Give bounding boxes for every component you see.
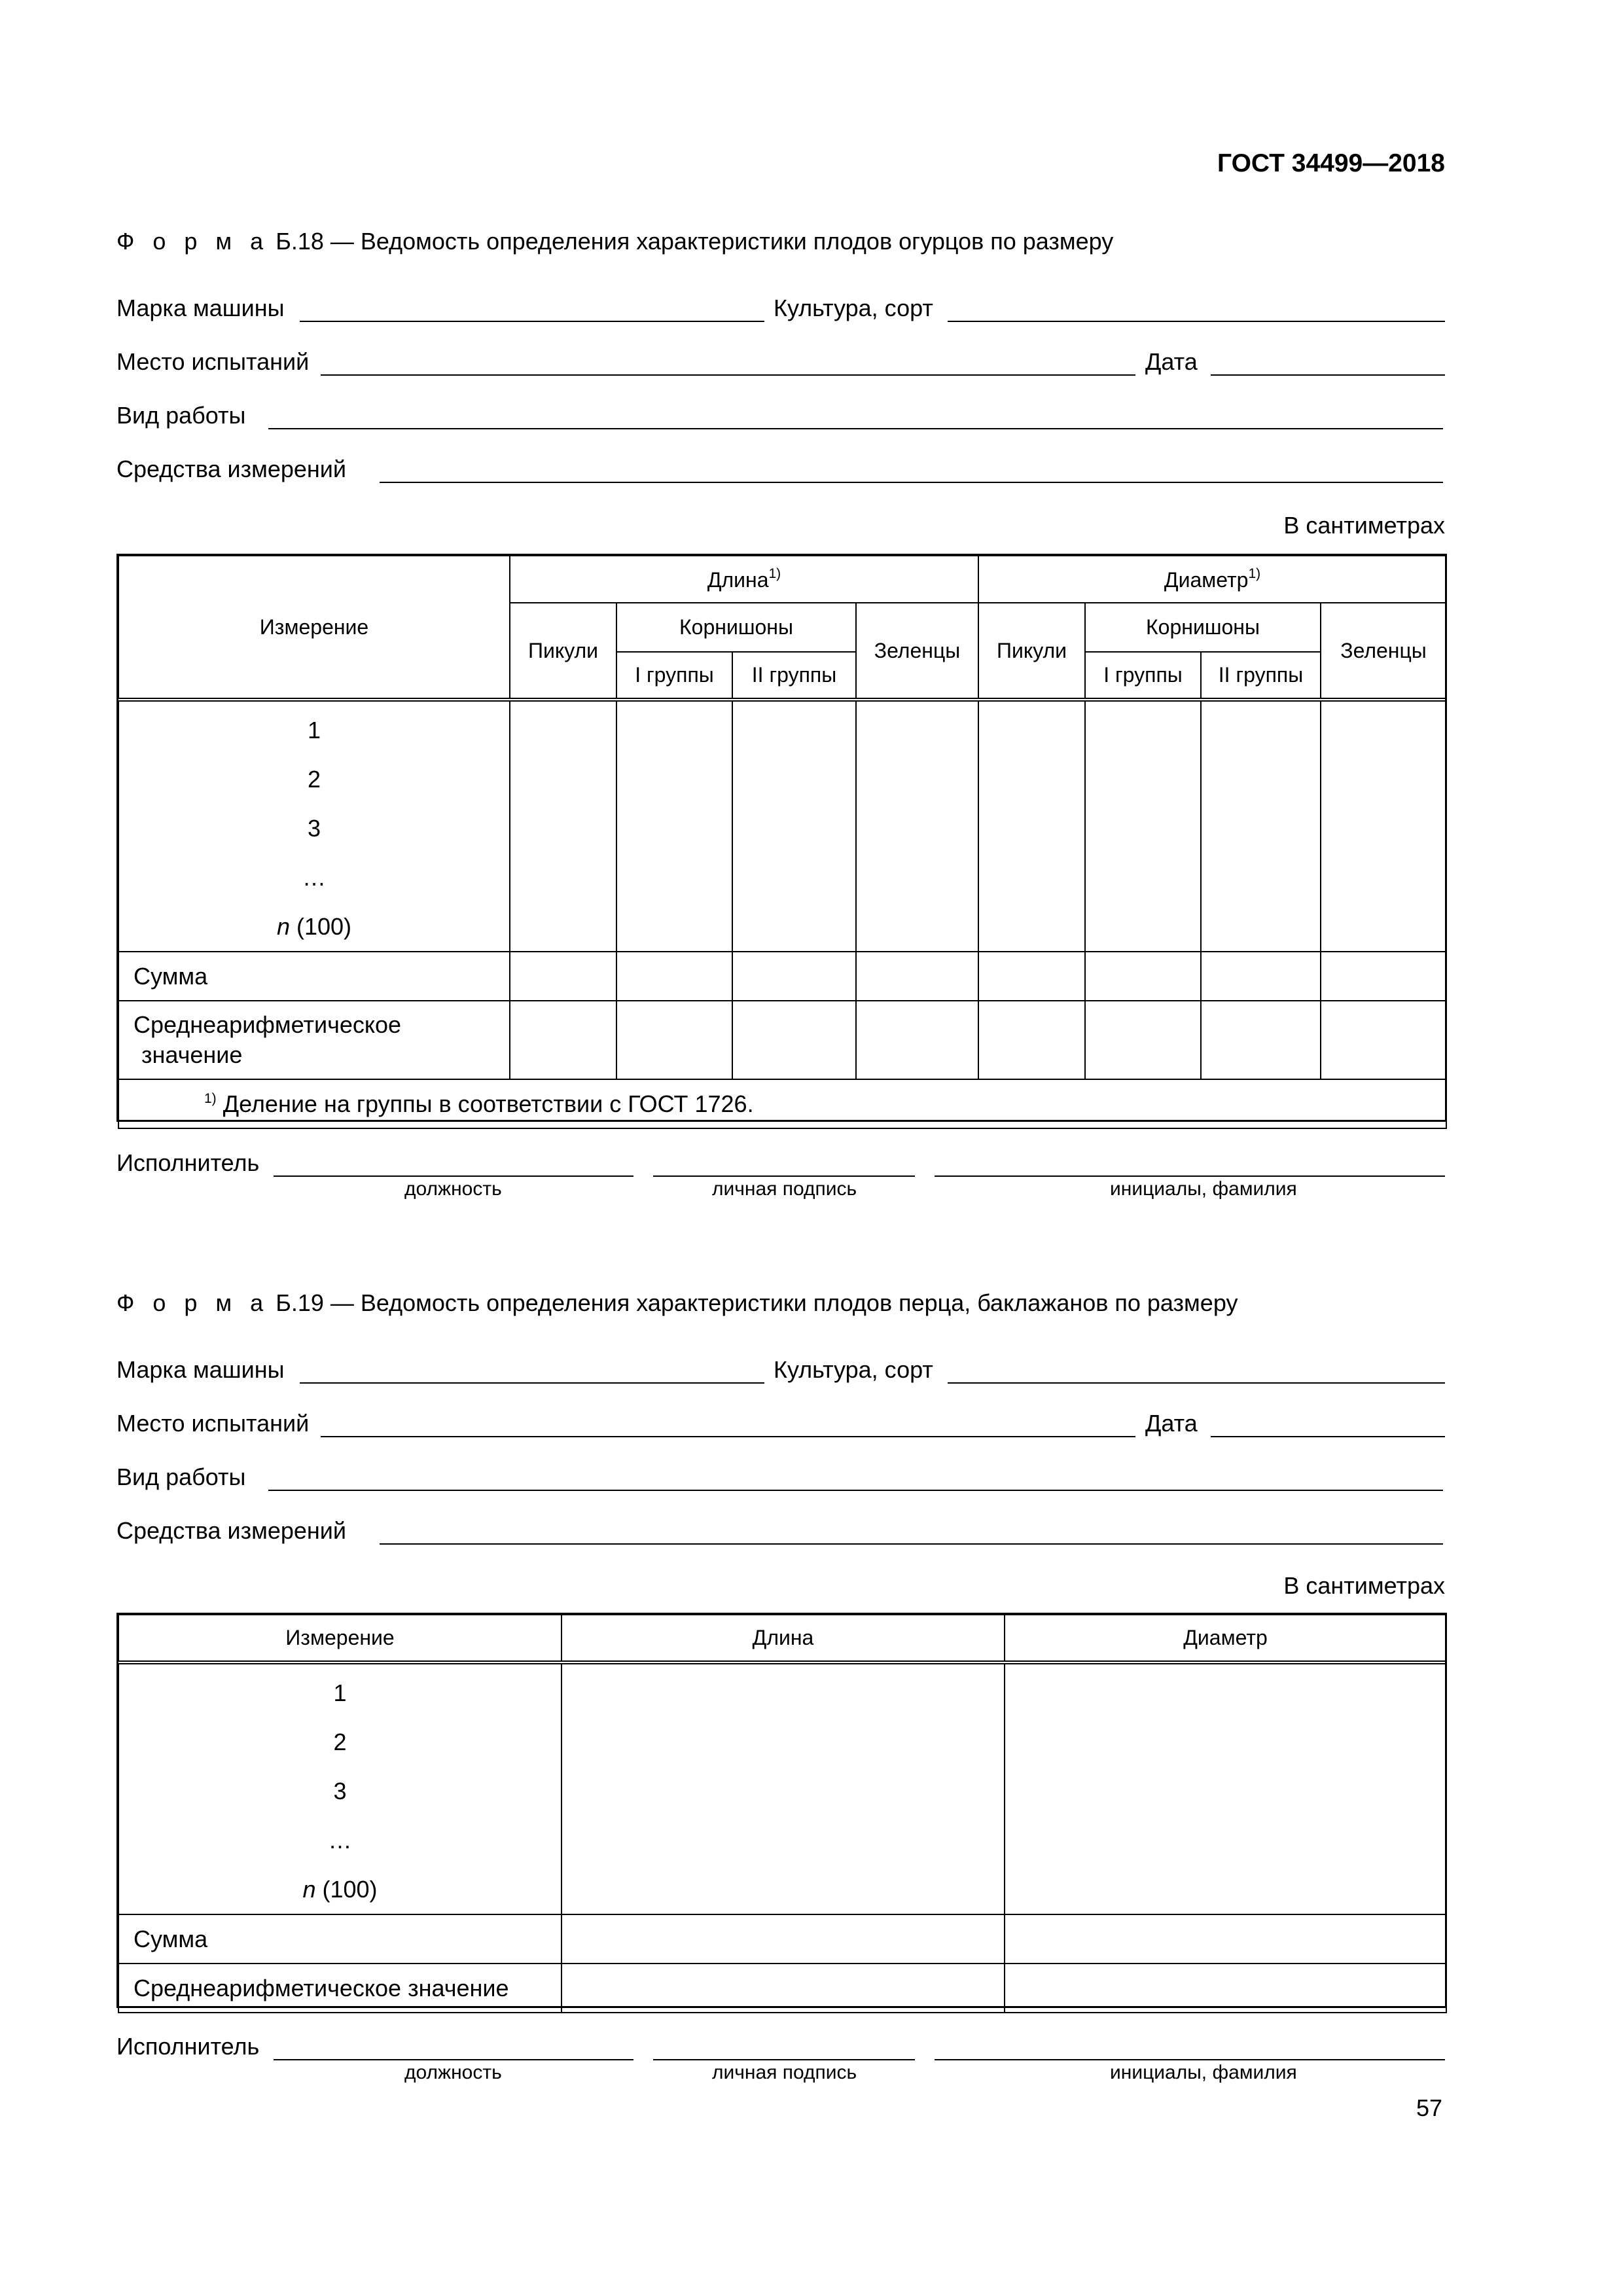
b19-cell[interactable]: [562, 1662, 1005, 1914]
b19-row-1: 1: [333, 1679, 347, 1706]
b19-date-label: Дата: [1145, 1410, 1198, 1437]
b18-cell[interactable]: [1321, 952, 1446, 1001]
b18-row-3: 3: [307, 815, 321, 842]
b18-diameter-footnote-mark: 1): [1248, 566, 1261, 581]
b18-group-diameter: [978, 556, 1446, 603]
b18-length-pickles: Пикули: [510, 603, 616, 700]
b19-signature-caption: личная подпись: [712, 2062, 857, 2083]
b18-cell[interactable]: [616, 952, 732, 1001]
b18-cell[interactable]: [1085, 700, 1201, 952]
b18-signature-caption: личная подпись: [712, 1178, 857, 1200]
b19-name-field[interactable]: [935, 2059, 1445, 2060]
b18-cell[interactable]: [510, 700, 616, 952]
b19-col-measurement: Измерение: [118, 1615, 562, 1662]
b18-cell[interactable]: [616, 700, 732, 952]
b18-measuring-means-label: Средства измерений: [116, 456, 347, 482]
b18-cell[interactable]: [978, 1001, 1085, 1079]
b18-culture-label: Культура, сорт: [774, 295, 933, 321]
b19-name-caption: инициалы, фамилия: [1110, 2062, 1297, 2083]
b18-cell[interactable]: [732, 952, 856, 1001]
b18-length-greens: Зеленцы: [856, 603, 978, 700]
b18-machine-brand-label: Марка машины: [116, 295, 285, 321]
b19-sum-label: Сумма: [118, 1914, 562, 1964]
page-number: 57: [1416, 2094, 1442, 2121]
b18-cell[interactable]: [510, 1001, 616, 1079]
b18-performer-label: Исполнитель: [116, 1149, 260, 1176]
b18-diameter-group-1: I группы: [1085, 652, 1201, 700]
b18-length-group-1: I группы: [616, 652, 732, 700]
b18-table: [118, 555, 1447, 1129]
b18-cell[interactable]: [1321, 700, 1446, 952]
b18-cell[interactable]: [732, 700, 856, 952]
b18-row-n-var: n: [276, 913, 290, 940]
b19-units-note: В сантиметрах: [1283, 1572, 1445, 1599]
b18-row-n-suffix: (100): [289, 913, 352, 940]
b18-test-place-field[interactable]: [321, 374, 1135, 376]
b19-date-field[interactable]: [1211, 1436, 1445, 1437]
b18-name-caption: инициалы, фамилия: [1110, 1178, 1297, 1200]
b19-work-type-label: Вид работы: [116, 1463, 246, 1490]
b18-cell[interactable]: [1201, 952, 1321, 1001]
b19-position-caption: должность: [404, 2062, 502, 2083]
b18-col-measurement: Измерение: [118, 556, 510, 700]
b18-diameter-gherkins: Корнишоны: [1085, 603, 1321, 652]
b18-mean-label: [118, 1001, 510, 1079]
b19-table: [118, 1614, 1447, 2013]
b18-length-footnote-mark: 1): [768, 566, 781, 581]
b18-culture-field[interactable]: [948, 321, 1445, 322]
b18-signature-field[interactable]: [653, 1175, 915, 1177]
standard-code: ГОСТ 34499—2018: [1217, 149, 1445, 177]
b18-date-label: Дата: [1145, 348, 1198, 375]
b19-measuring-means-label: Средства измерений: [116, 1517, 347, 1544]
b18-position-caption: должность: [404, 1178, 502, 1200]
b19-row-n-var: n: [302, 1876, 316, 1903]
b18-row-n: [119, 902, 509, 951]
b18-measurement-numbers: [118, 700, 510, 952]
b18-cell[interactable]: [1085, 1001, 1201, 1079]
b18-sum-label: Сумма: [118, 952, 510, 1001]
b18-units-note: В сантиметрах: [1283, 512, 1445, 539]
b19-culture-field[interactable]: [948, 1382, 1445, 1384]
b18-cell[interactable]: [978, 700, 1085, 952]
b19-row-n: [119, 1865, 561, 1914]
b18-diameter-greens: Зеленцы: [1321, 603, 1446, 700]
b18-length-group-2: II группы: [732, 652, 856, 700]
b19-row-ellipsis: …: [328, 1827, 352, 1854]
b18-machine-brand-field[interactable]: [300, 321, 764, 322]
b18-cell[interactable]: [1085, 952, 1201, 1001]
b19-cell[interactable]: [1005, 1914, 1446, 1964]
b19-measurement-numbers: [118, 1662, 562, 1914]
b18-group-diameter-label: Диаметр: [1164, 568, 1249, 592]
b18-length-gherkins: Корнишоны: [616, 603, 856, 652]
b18-cell[interactable]: [856, 952, 978, 1001]
b18-footnote-text: Деление на группы в соответствии с ГОСТ 1726.: [223, 1090, 754, 1117]
b19-row-3: 3: [333, 1778, 347, 1804]
b19-measuring-means-field[interactable]: [380, 1543, 1443, 1545]
b18-work-type-field[interactable]: [268, 428, 1443, 429]
form-b18-title-prefix: Ф о р м а: [116, 228, 270, 255]
b19-cell[interactable]: [1005, 1662, 1446, 1914]
b19-culture-label: Культура, сорт: [774, 1356, 933, 1383]
b19-performer-label: Исполнитель: [116, 2033, 260, 2060]
b18-row-ellipsis: …: [302, 864, 326, 891]
b18-cell[interactable]: [1201, 1001, 1321, 1079]
b19-cell[interactable]: [562, 1914, 1005, 1964]
b18-date-field[interactable]: [1211, 374, 1445, 376]
b18-diameter-group-2: II группы: [1201, 652, 1321, 700]
b18-position-field[interactable]: [274, 1175, 633, 1177]
b19-cell[interactable]: [1005, 1964, 1446, 2013]
form-b19-title-rest: Б.19 — Ведомость определения характеристики плодов перца, баклажанов по размеру: [269, 1289, 1238, 1316]
b18-diameter-pickles: Пикули: [978, 603, 1085, 700]
b18-cell[interactable]: [510, 952, 616, 1001]
b19-work-type-field[interactable]: [268, 1490, 1443, 1491]
b18-cell[interactable]: [732, 1001, 856, 1079]
b19-test-place-label: Место испытаний: [116, 1410, 310, 1437]
b18-cell[interactable]: [856, 1001, 978, 1079]
b19-position-field[interactable]: [274, 2059, 633, 2060]
b19-mean-label: Среднеарифметическое значение: [118, 1964, 562, 2013]
b19-machine-brand-field[interactable]: [300, 1382, 764, 1384]
b18-work-type-label: Вид работы: [116, 402, 246, 429]
b19-test-place-field[interactable]: [321, 1436, 1135, 1437]
b18-mean-line1: Среднеарифметическое: [134, 1011, 402, 1038]
b19-col-diameter: Диаметр: [1005, 1615, 1446, 1662]
b18-cell[interactable]: [856, 700, 978, 952]
b19-machine-brand-label: Марка машины: [116, 1356, 285, 1383]
b19-signature-field[interactable]: [653, 2059, 915, 2060]
b18-measuring-means-field[interactable]: [380, 482, 1443, 483]
b18-name-field[interactable]: [935, 1175, 1445, 1177]
b18-mean-line2: значение: [141, 1041, 243, 1068]
b19-row-n-suffix: (100): [315, 1876, 378, 1903]
b19-col-length: Длина: [562, 1615, 1005, 1662]
b18-cell[interactable]: [616, 1001, 732, 1079]
b18-row-1: 1: [307, 717, 321, 744]
b18-footnote-mark: 1): [204, 1090, 217, 1106]
b19-cell[interactable]: [562, 1964, 1005, 2013]
form-b19-title: [116, 1289, 1238, 1317]
b18-cell[interactable]: [1201, 700, 1321, 952]
b18-row-2: 2: [307, 766, 321, 793]
b18-footnote: [118, 1079, 1446, 1128]
b18-cell[interactable]: [978, 952, 1085, 1001]
form-b18-title: [116, 228, 1113, 255]
b18-group-length-label: Длина: [707, 568, 769, 592]
b18-test-place-label: Место испытаний: [116, 348, 310, 375]
b18-group-length: [510, 556, 978, 603]
b18-cell[interactable]: [1321, 1001, 1446, 1079]
form-b18-title-rest: Б.18 — Ведомость определения характеристики плодов огурцов по размеру: [269, 228, 1114, 255]
form-b19-title-prefix: Ф о р м а: [116, 1289, 270, 1316]
b19-row-2: 2: [333, 1729, 347, 1755]
